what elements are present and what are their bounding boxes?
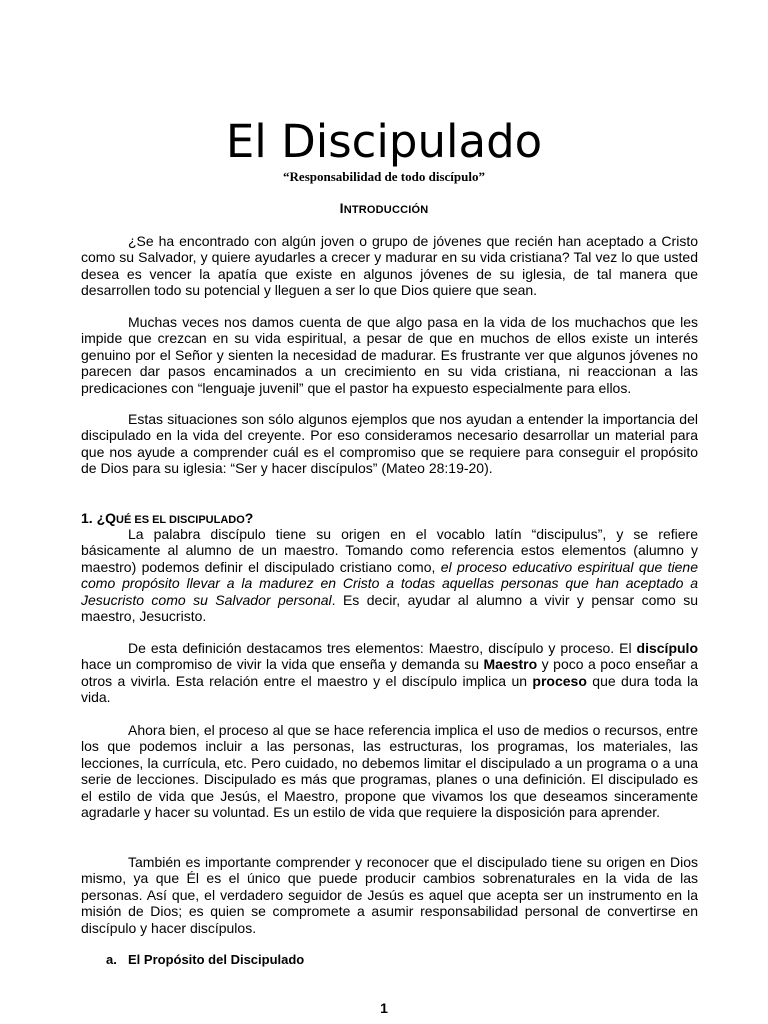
intro-paragraph-3: Estas situaciones son sólo algunos ejemplos que nos ayudan a entender la importancia del discipulado en la vida del creyente. Por eso consideramos necesario desarrollar un material para que nos ayude a comprender cuál es el compromiso que se requiere para conseguir el propósito de Dios para su iglesia: “Ser y hacer discípulos” (Mateo 28:19-20).	[81, 411, 698, 477]
section-1-paragraph-2	[81, 640, 698, 706]
subsection-title: El Propósito del Discipulado	[128, 952, 305, 967]
p2-text-c: y poco a poco enseñar a otros a vivirla. Esta relación entre el maestro y el discípulo implica un	[81, 656, 698, 689]
p2-bold-discipulo: discípulo	[636, 640, 698, 656]
p2-text-d: que dura toda la vida.	[81, 672, 698, 706]
p1-text-a: La palabra discípulo tiene su origen en el vocablo latín “discipulus”, y se refiere básicamente al alumno de un maestro. Tomando como referencia estos elementos (alumno y maestro) podemos definir el discipulado cristiano como,	[81, 526, 698, 575]
section-1-heading-suffix: ?	[244, 510, 254, 526]
p2-text-a: De esta definición destacamos tres elementos: Maestro, discípulo y proceso. El	[128, 640, 637, 656]
section-1-heading	[81, 510, 253, 526]
section-1-heading-prefix: 1. ¿Q	[81, 510, 117, 526]
p2-bold-proceso: proceso	[532, 672, 587, 689]
document-title: El Discipulado	[225, 115, 543, 168]
p2-text-b: hace un compromiso de vivir la vida que enseña y demanda su	[81, 656, 484, 673]
section-1-heading-smallcaps: UÉ ES EL DISCIPULADO	[116, 514, 245, 526]
subsection-heading	[106, 952, 304, 967]
intro-heading	[0, 200, 768, 216]
p1-definition: el proceso educativo espiritual que tiene como propósito llevar a la madurez en Cristo a todas aquellas personas que han aceptado a Jesucristo como su Salvador personal	[81, 558, 699, 608]
intro-paragraph-1: ¿Se ha encontrado con algún joven o grupo de jóvenes que recién han aceptado a Cristo como su Salvador, y quiere ayudarles a crecer y madurar en su vida cristiana? Tal vez lo que usted desea es vencer la apatía que existe en algunos jóvenes de su iglesia, de tal manera que desarrollen todo su potencial y lleguen a ser lo que Dios quiere que sean.	[81, 233, 698, 299]
section-1-paragraph-1	[81, 526, 698, 624]
p2-bold-maestro: Maestro	[483, 656, 538, 673]
intro-heading-rest: NTRODUCCIÓN	[343, 204, 429, 216]
page-number: 1	[380, 1000, 388, 1016]
intro-paragraph-2: Muchas veces nos damos cuenta de que algo pasa en la vida de los muchachos que les impide que crezcan en su vida espiritual, a pesar de que en muchos de ellos existe un interés genuino por el Señor y sienten la necesidad de madurar. Es frustrante ver que algunos jóvenes no parecen dar pasos encaminados a un crecimiento en su vida cristiana, ni reaccionan a las predicaciones con “lenguaje juvenil” que el pastor ha expuesto especialmente para ellos.	[81, 314, 698, 396]
document-subtitle: “Responsabilidad de todo discípulo”	[283, 169, 485, 184]
section-1-paragraph-3: Ahora bien, el proceso al que se hace referencia implica el uso de medios o recursos, entre los que podemos incluir a las personas, las estructuras, los programas, los materiales, las lecciones, la currícula, etc. Pero cuidado, no debemos limitar el discipulado a un programa o a una serie de lecciones. Discipulado es más que programas, planes o una definición. El discipulado es el estilo de vida que Jesús, el Maestro, propone que vivamos los que deseamos sinceramente agradarle y hacer su voluntad. Es un estilo de vida que requiere la disposición para aprender.	[81, 722, 698, 821]
section-1-paragraph-4: También es importante comprender y reconocer que el discipulado tiene su origen en Dios mismo, ya que Él es el único que puede producir cambios sobrenaturales en la vida de las personas. Así que, el verdadero seguidor de Jesús es aquel que acepta ser un instrumento en la misión de Dios; es quien se compromete a asumir responsabilidad personal de convertirse en discípulo y hacer discípulos.	[81, 854, 698, 936]
p1-text-b: . Es decir, ayudar al alumno a vivir y pensar como su maestro, Jesucristo.	[81, 591, 699, 625]
intro-heading-initial: I	[339, 200, 344, 216]
subsection-letter: a.	[106, 952, 117, 967]
